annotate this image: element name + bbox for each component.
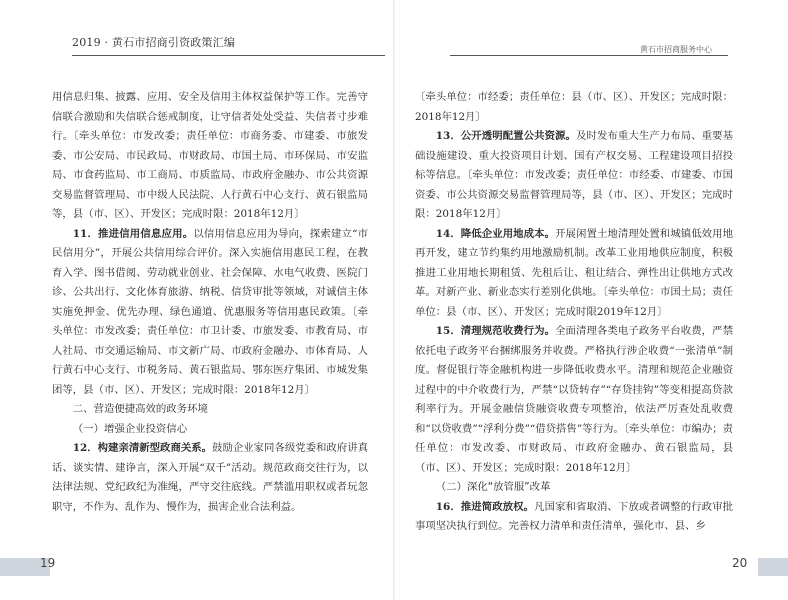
page-number-right: 20: [732, 556, 748, 570]
right-page-column: [415, 88, 733, 537]
item-13: [415, 127, 733, 225]
section-heading-2: 二、营造便捷高效的政务环境: [72, 403, 208, 415]
left-page-column: [52, 88, 368, 517]
page-number-left: 19: [40, 556, 56, 570]
item-12-body: 鼓励企业家同各级党委和政府讲真话、谈实情、建诤言，深入开展“双千”活动。规范政商交往行为，以法律法规、党纪政纪为准绳，严守交往底线。严禁滥用职权或者玩忽职守，不作为、乱作为、慢作为，损害企业合法利益。: [52, 442, 369, 513]
header-rule-left: [72, 55, 385, 56]
book-title: 2019 · 黄石市招商引资政策汇编: [72, 36, 236, 49]
subsection-heading-2: （二）深化“放管服”改革: [435, 481, 551, 493]
item-14-heading: 14．降低企业用地成本。: [435, 227, 556, 240]
page-gutter: [393, 0, 395, 600]
item-14-body: 开展闲置土地清理处置和城镇低效用地再开发，建立节约集约用地激励机制。改革工业用地供应制度，积极推进工业用地长期租赁、先租后让、租让结合、弹性出让供地方式改革。对新产业、新业态实行差别化供地。〔牵头单位：市国土局；责任单位：县（市、区）、开发区；完成时限2019年12月〕: [415, 227, 733, 318]
header-rule-right: [450, 55, 728, 56]
item-12: [52, 439, 368, 517]
item-16-body: 凡国家和省取消、下放或者调整的行政审批事项坚决执行到位。完善权力清单和责任清单，强化市、县、乡: [415, 500, 734, 532]
paragraph-credit-system: 用信息归集、披露、应用、安全及信用主体权益保护等工作。完善守信联合激励和失信联合惩戒制度，让守信者处处受益、失信者寸步难行。〔牵头单位：市发改委；责任单位：市商务委、市建委、市旅发委、市公安局、市民政局、市财政局、市国土局、市环保局、市安监局、市食药监局、市工商局、市质监局、市政府金融办、市公共资源交易监督管理局、市中级人民法院、人行黄石中心支行、黄石银监局等，县（市、区）、开发区；完成时限：2018年12月〕: [52, 91, 368, 220]
item-12-heading: 12．构建亲清新型政商关系。: [72, 442, 213, 454]
paragraph-continued: 〔牵头单位：市经委；责任单位：县（市、区）、开发区；完成时限：2018年12月〕: [415, 91, 733, 123]
item-13-body: 及时发布重大生产力布局、重要基础设施建设、重大投资项目计划、国有产权交易、工程建设项目招投标等信息。〔牵头单位：市发改委；责任单位：市经委、市建委、市国资委、市公共资源交易监督管理局等，县（市、区）、开发区；完成时限：2018年12月〕: [415, 130, 733, 220]
item-15: [415, 322, 733, 478]
item-11: [52, 225, 368, 401]
footer-tab-right: [758, 558, 788, 576]
item-11-heading: 11．推进信用信息应用。: [72, 227, 194, 240]
item-16: [415, 498, 733, 537]
item-16-heading: 16．推进简政放权。: [435, 500, 535, 513]
item-15-body: 全面清理各类电子政务平台收费，严禁依托电子政务平台捆绑服务并收费。严格执行涉企收费“一张清单”制度。督促银行等金融机构进一步降低收费水平。清理和规范企业融资过程中的中介收费行为，严禁“以贷转存”“存贷挂钩”等变相提高贷款利率行为。开展金融信贷融资收费专项整治，依法严厉查处乱收费和“以贷收费”“浮利分费”“借贷搭售”等行为。〔牵头单位：市编办；责任单位：市发改委、市财政局、市政府金融办、黄石银监局，县（市、区）、开发区；完成时限：2018年12月〕: [415, 325, 733, 474]
publisher-name: 黄石市招商服务中心: [640, 45, 712, 54]
item-14: [415, 225, 733, 323]
item-15-heading: 15．清理规范收费行为。: [435, 325, 556, 337]
subsection-heading-1: （一）增强企业投资信心: [72, 422, 188, 435]
item-13-heading: 13．公开透明配置公共资源。: [435, 130, 576, 142]
item-11-body: 以信用信息应用为导向，探索建立“市民信用分”，开展公共信用综合评价。深入实施信用惠民工程，在教育入学、图书借阅、劳动就业创业、社会保障、水电气收费、医院门诊、公共出行、文化体育旅游、纳税、信贷审批等领域，对诚信主体实施免押金、优先办理、绿色通道、优惠服务等信用惠民政策。〔牵头单位：市发改委；责任单位：市卫计委、市旅发委、市教育局、市人社局、市交通运输局、市文新广局、市政府金融办、市体育局、人行黄石中心支行、市税务局、黄石银监局、鄂东医疗集团、市城发集团等，县（市、区）、开发区；完成时限：2018年12月〕: [52, 227, 368, 396]
